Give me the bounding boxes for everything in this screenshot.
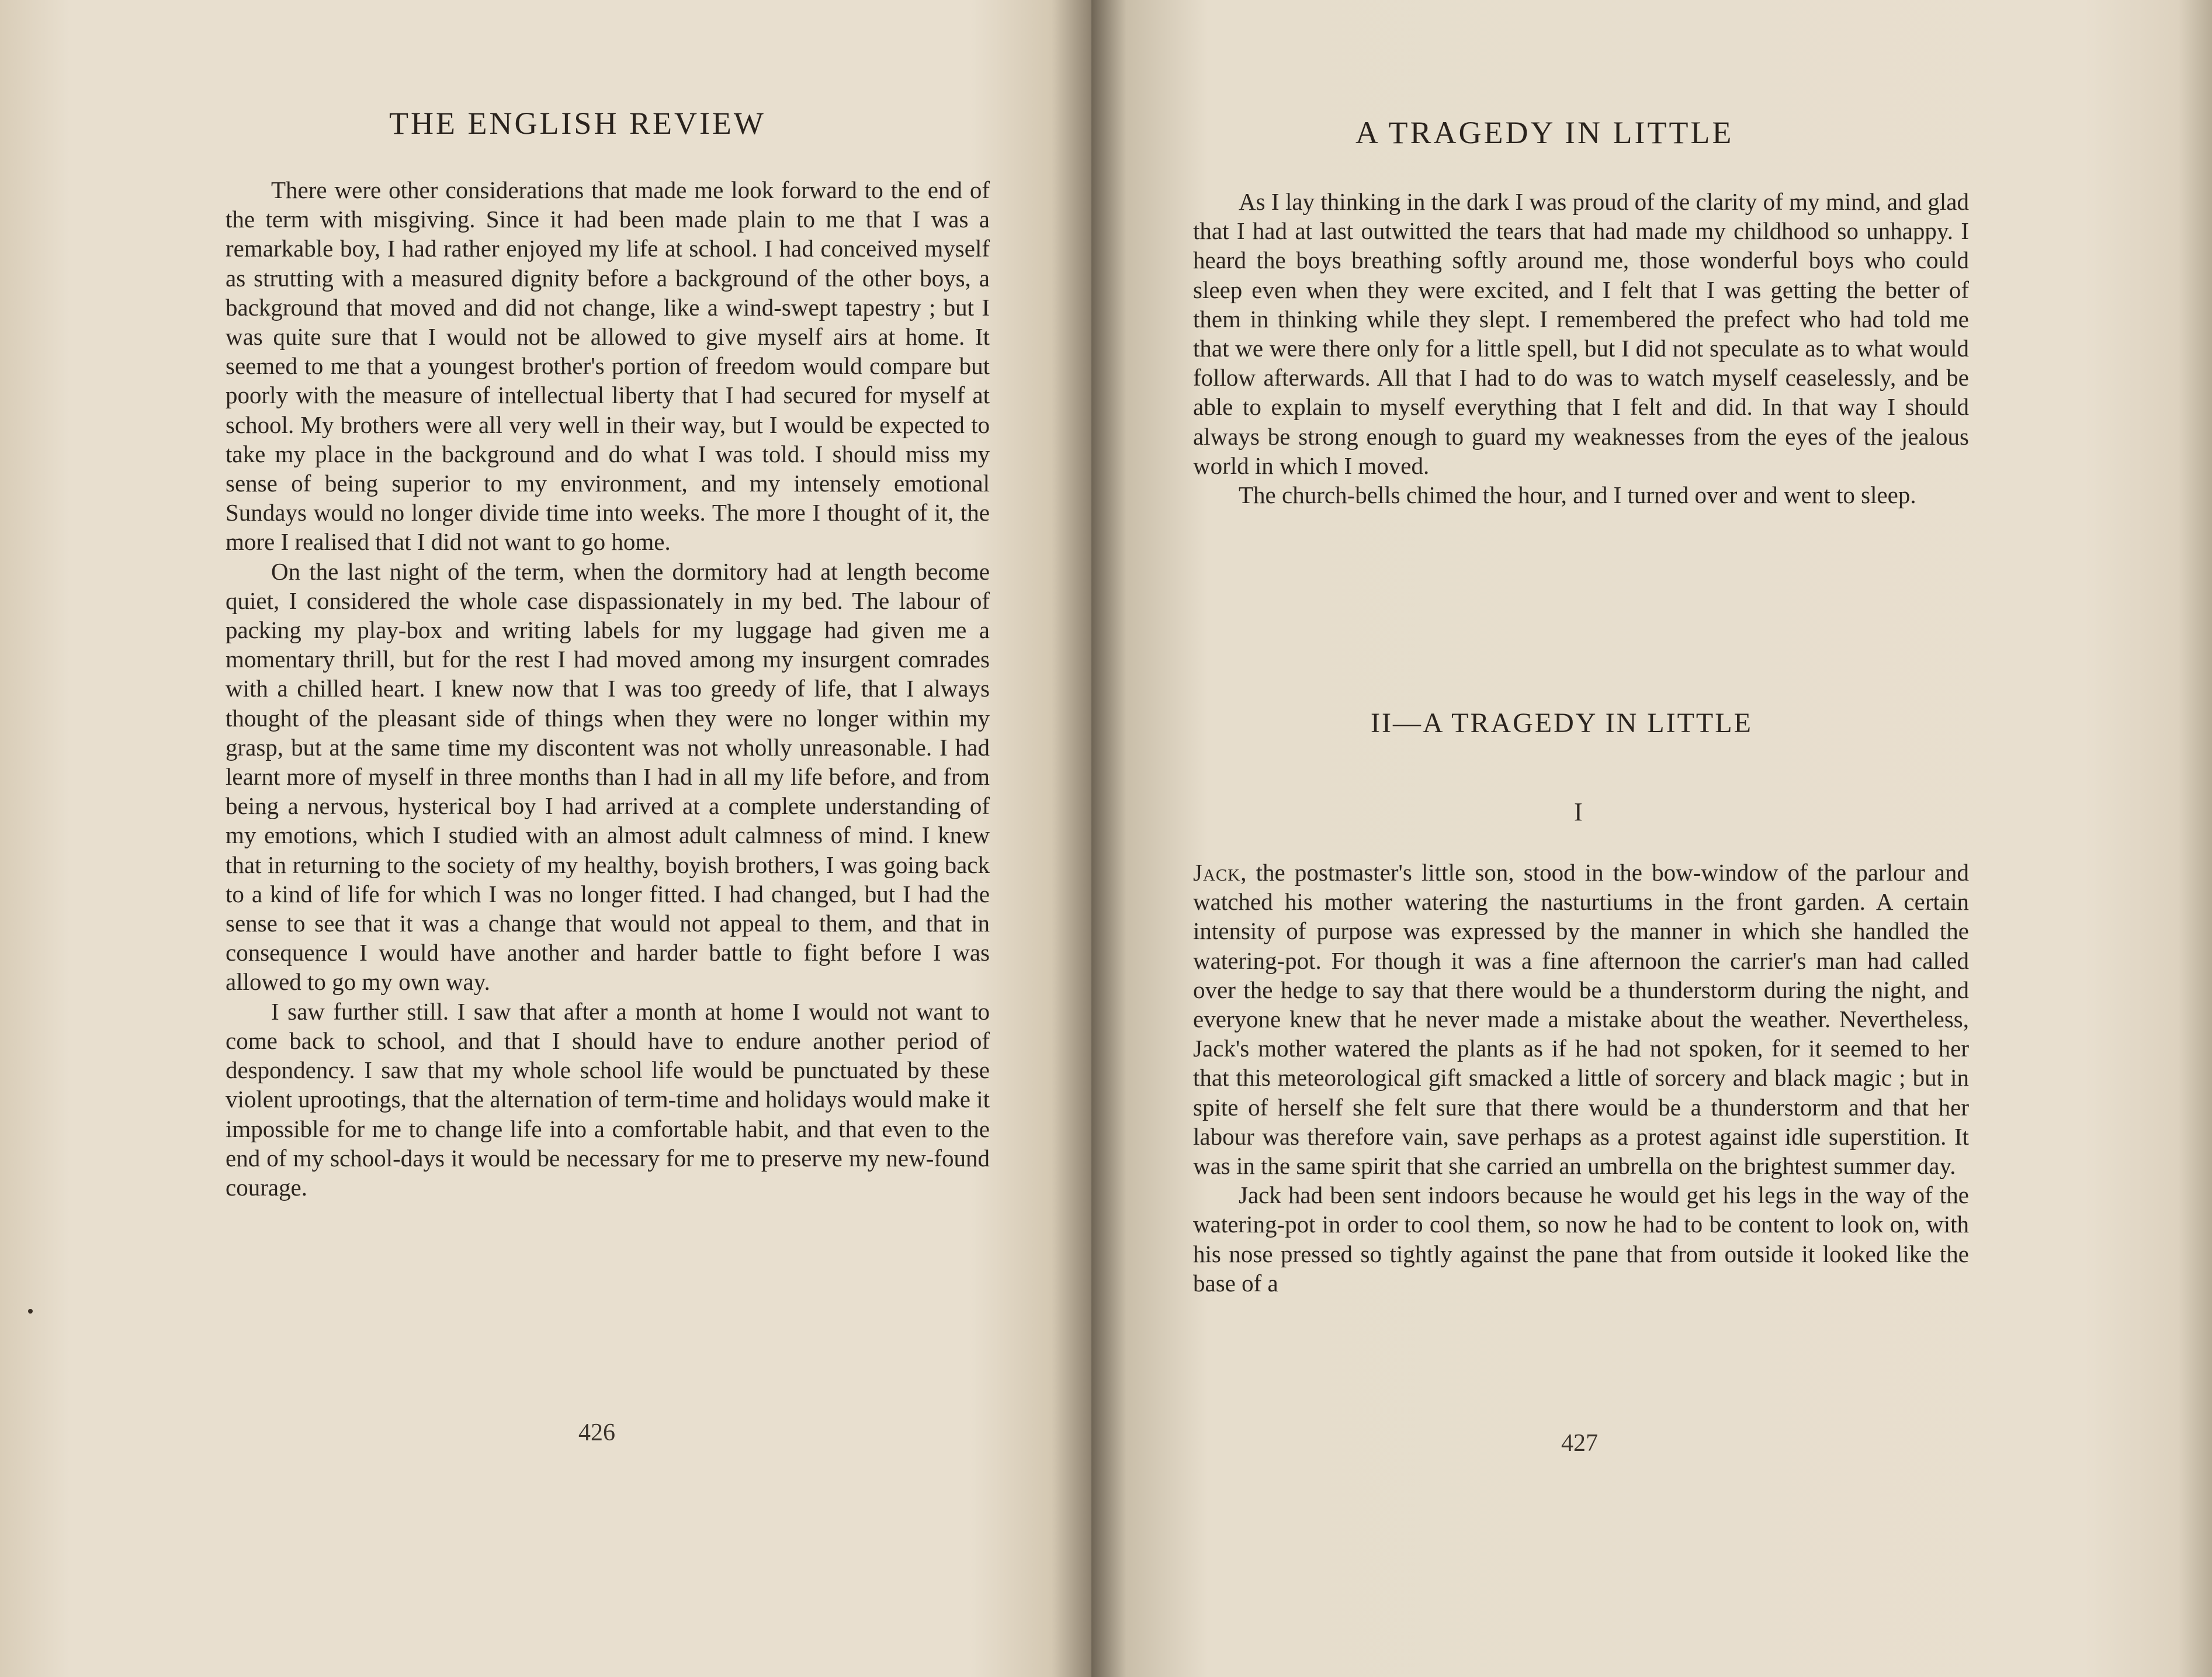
paper-speck xyxy=(28,1309,33,1314)
paragraph xyxy=(1193,858,1969,1180)
page-number-right: 427 xyxy=(1561,1430,1598,1457)
page-number-left: 426 xyxy=(578,1419,615,1446)
running-head-right: A TRAGEDY IN LITTLE xyxy=(1355,115,1734,150)
paragraph: On the last night of the term, when the dormitory had at length become quiet, I considered the whole case dispassionately in my bed. The labour of packing my play-box and writing labels for my luggage had given me a momentary thrill, but for the rest I had moved among my insurgent comrades with a chilled heart. I knew now that I was too greedy of life, that I always thought of the pleasant side of things when they were no longer within my grasp, but at the same time my discontent was not wholly unreasonable. I had learnt more of myself in three months than I had in all my life before, and from being a nervous, hysterical boy I had arrived at a complete understanding of my emotions, which I studied with an almost adult calmness of mind. I knew that in returning to the society of my healthy, boyish brothers, I was going back to a kind of life for which I was no longer fitted. I had changed, but I had the sense to see that it was a change that would not appeal to them, and that in consequence I would have another and harder battle to fight before I was allowed to go my own way. xyxy=(226,557,990,996)
section-number: I xyxy=(1574,798,1583,826)
right-page-body-bottom xyxy=(1193,858,1969,1298)
paragraph: The church-bells chimed the hour, and I turned over and went to sleep. xyxy=(1239,481,1916,509)
paragraph: I saw further still. I saw that after a month at home I would not want to come back to school, and that I should have to endure another period of despondency. I saw that my whole school life would be punctuated by these violent uprootings, that the alternation of term-time and holidays would make it impossible for me to change life into a comfortable habit, and that even to the end of my school-days it would be necessary for me to preserve my new-found courage. xyxy=(226,997,990,1201)
drop-word: Jack xyxy=(1193,859,1241,886)
section-title: II—A TRAGEDY IN LITTLE xyxy=(1371,708,1753,739)
running-head-left: THE ENGLISH REVIEW xyxy=(389,106,766,141)
left-page xyxy=(0,0,1091,1677)
right-page xyxy=(1091,0,2212,1677)
paragraph: As I lay thinking in the dark I was proud of the clarity of my mind, and glad that I had at last outwitted the tears that had made my childhood so unhappy. I heard the boys breathing softly around me, those wonderful boys who could sleep even when they were excited, and I felt that I was getting the better of them in thinking while they slept. I remembered the prefect who had told me that we were there only for a little spell, but I did not speculate as to what would follow afterwards. All that I had to do was to watch myself ceaselessly, and be able to explain to myself everything that I felt and did. In that way I should always be strong enough to guard my weaknesses from the eyes of the jealous world in which I moved. xyxy=(1193,188,1969,479)
paragraph: There were other considerations that made me look forward to the end of the term with misgiving. Since it had been made plain to me that I was a remarkable boy, I had rather enjoyed my life at school. I had conceived myself as strutting with a measured dignity before a background of the other boys, a background that moved and did not change, like a wind-swept tapestry ; but I was quite sure that I would not be allowed to give myself airs at home. It seemed to me that a youngest brother's portion of freedom would compare but poorly with the measure of intellectual liberty that I had secured for myself at school. My brothers were all very well in their way, but I would be expected to take my place in the background and do what I was told. I should miss my sense of being superior to my environment, and my intensely emotional Sundays would no longer divide time into weeks. The more I thought of it, the more I realised that I did not want to go home. xyxy=(226,176,990,556)
paragraph-text: , the postmaster's little son, stood in the bow-window of the parlour and watched his mother watering the nasturtiums in the front garden. A certain intensity of purpose was expressed by the manner in which she handled the watering-pot. For though it was a fine afternoon the carrier's man had called over the hedge to say that there would be a thunderstorm during the night, and everyone knew that he never made a mistake about the weather. Nevertheless, Jack's mother watered the plants as if he had not spoken, for it seemed to her that this meteorological gift smacked a little of sorcery and black magic ; but in spite of herself she felt sure that there would be a thunderstorm and that her labour was therefore vain, save perhaps as a protest against idle superstition. It was in the same spirit that she carried an umbrella on the brightest summer day. xyxy=(1193,859,1969,1180)
right-page-body-top xyxy=(1193,187,1969,510)
left-page-body xyxy=(226,175,990,1202)
paragraph: Jack had been sent indoors because he would get his legs in the way of the watering-pot in order to cool them, so now he had to be content to look on, with his nose pressed so tightly against the pane that from outside it looked like the base of a xyxy=(1193,1181,1969,1297)
